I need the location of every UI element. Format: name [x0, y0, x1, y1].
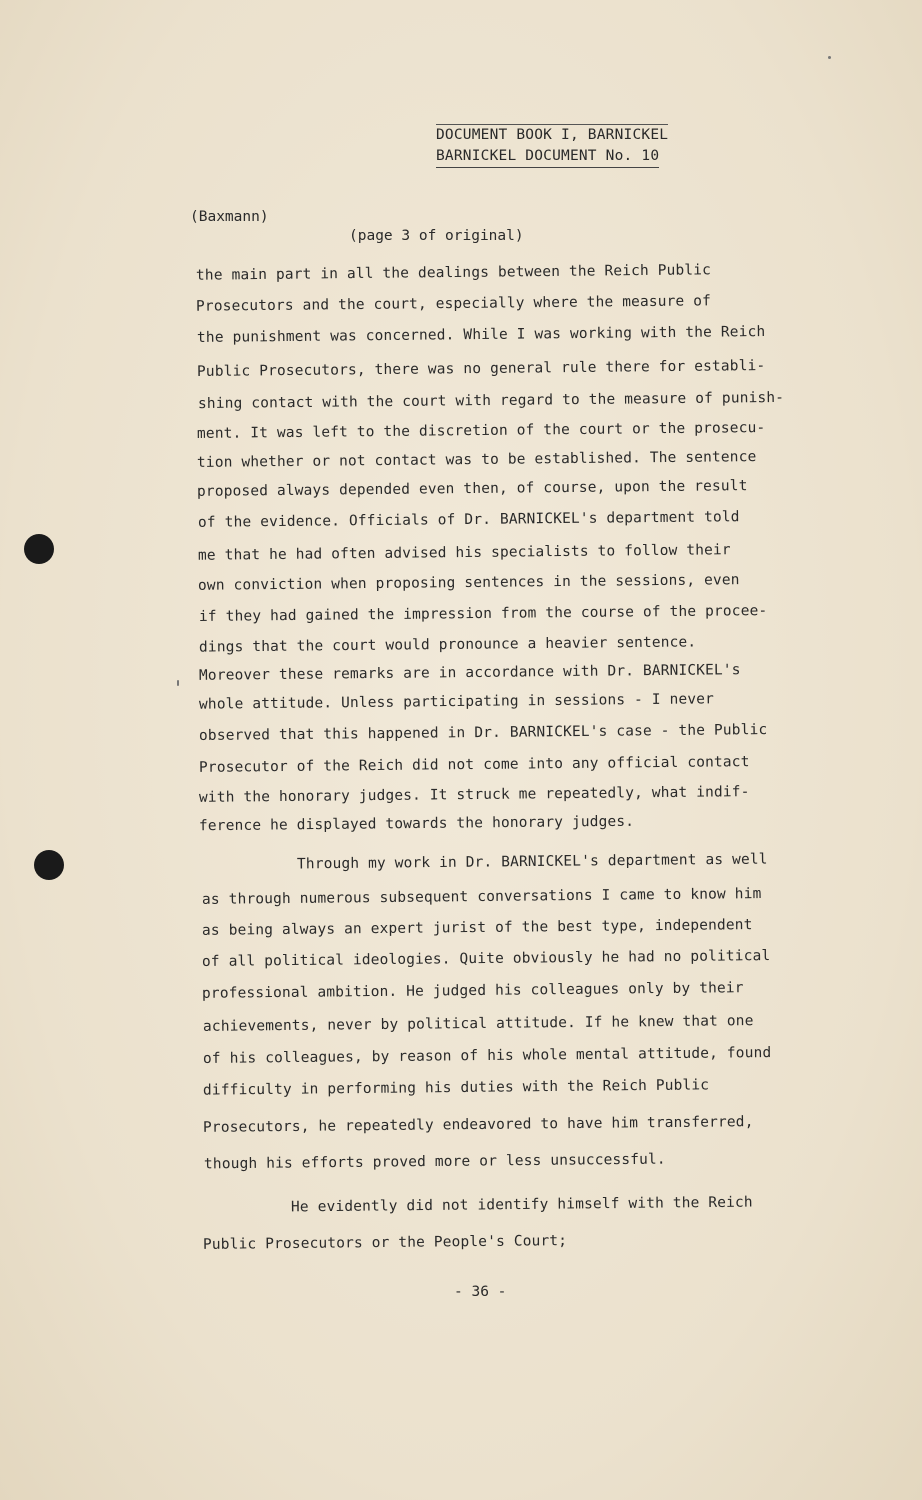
text-line: Through my work in Dr. BARNICKEL's department as well: [296, 851, 768, 873]
text-line: proposed always depended even then, of course, upon the result: [196, 478, 748, 500]
speaker-name: (Baxmann): [190, 209, 269, 225]
text-line: whole attitude. Unless participating in sessions - I never: [198, 691, 715, 713]
original-page-reference: (page 3 of original): [349, 228, 524, 244]
text-line: Moreover these remarks are in accordance with Dr. BARNICKEL's: [198, 662, 741, 684]
text-line: as through numerous subsequent conversations I came to know him: [201, 886, 762, 908]
text-line: Public Prosecutors or the People's Court;: [202, 1233, 568, 1253]
text-line: observed that this happened in Dr. BARNICKEL's case - the Public: [198, 722, 768, 744]
text-line: Prosecutors, he repeatedly endeavored to have him transferred,: [202, 1114, 754, 1136]
text-line: though his efforts proved more or less unsuccessful.: [203, 1151, 666, 1173]
document-header: [436, 124, 668, 168]
text-line: dings that the court would pronounce a heavier sentence.: [198, 634, 697, 656]
text-line: of all political ideologies. Quite obviously he had no political: [201, 948, 771, 970]
text-line: own conviction when proposing sentences in the sessions, even: [197, 572, 740, 594]
text-line: ment. It was left to the discretion of the court or the prosecu-: [196, 420, 766, 442]
punch-hole-icon: [34, 850, 64, 880]
header-document-number: BARNICKEL DOCUMENT No. 10: [436, 146, 659, 168]
text-line: me that he had often advised his specialists to follow their: [197, 542, 731, 564]
text-line: of the evidence. Officials of Dr. BARNICKEL's department told: [197, 509, 740, 531]
text-line: achievements, never by political attitude. If he knew that one: [202, 1013, 754, 1035]
text-line: Prosecutor of the Reich did not come into any official contact: [198, 754, 750, 776]
text-line: shing contact with the court with regard to the measure of punish-: [197, 389, 785, 413]
text-line: ference he displayed towards the honorary judges.: [198, 813, 635, 835]
text-line: He evidently did not identify himself with the Reich: [290, 1194, 753, 1216]
paper-speck: [828, 56, 831, 59]
text-line: Public Prosecutors, there was no general rule there for establi-: [196, 358, 766, 380]
punch-hole-icon: [24, 534, 54, 564]
text-line: difficulty in performing his duties with the Reich Public: [202, 1077, 710, 1099]
text-line: if they had gained the impression from the course of the procee-: [198, 603, 768, 625]
text-line: of his colleagues, by reason of his whole mental attitude, found: [202, 1045, 772, 1067]
text-line: professional ambition. He judged his colleagues only by their: [201, 980, 744, 1002]
paper-speck: [177, 680, 179, 686]
text-line: Prosecutors and the court, especially where the measure of: [195, 293, 712, 315]
text-line: tion whether or not contact was to be established. The sentence: [196, 449, 757, 471]
page-number: - 36 -: [454, 1284, 507, 1300]
text-line: with the honorary judges. It struck me repeatedly, what indif-: [198, 784, 750, 806]
text-line: the punishment was concerned. While I was working with the Reich: [196, 324, 766, 346]
text-line: the main part in all the dealings between the Reich Public: [195, 262, 712, 284]
header-document-book: DOCUMENT BOOK I, BARNICKEL: [436, 124, 668, 146]
text-line: as being always an expert jurist of the best type, independent: [201, 917, 753, 939]
